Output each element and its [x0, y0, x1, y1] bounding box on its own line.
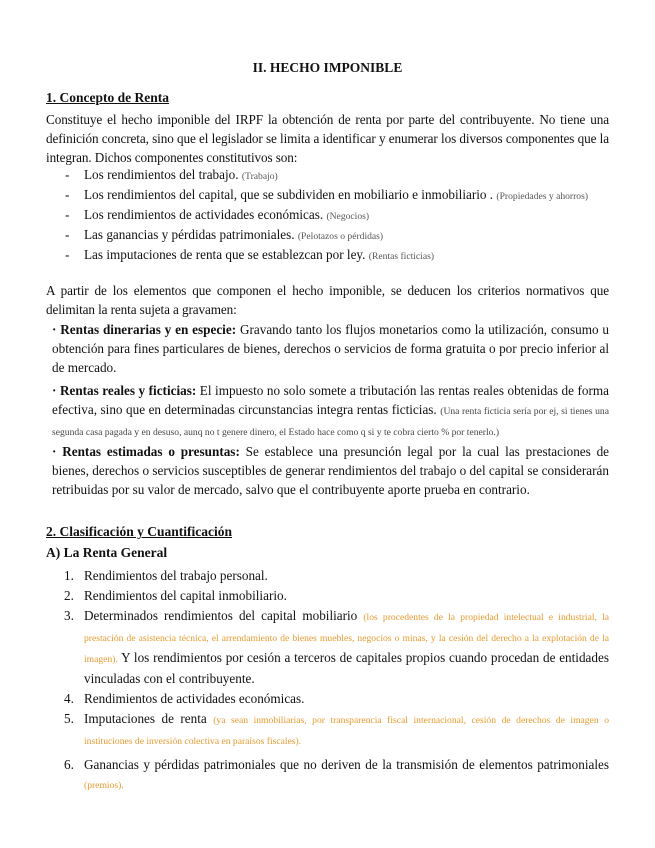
list-item: 4. Rendimientos de actividades económicas.: [64, 691, 305, 706]
criteria-intro: A partir de los elementos que componen el hecho imponible, se deducen los criterios normativos que delimitan la renta sujeta a gravamen:: [46, 283, 609, 317]
page-title: II. HECHO IMPONIBLE: [252, 60, 403, 75]
list-item: - Las imputaciones de renta que se establezcan por ley. (Rentas ficticias): [46, 245, 588, 265]
components-list: [46, 165, 588, 265]
list-item: 3. Determinados rendimientos del capital mobiliario (los procedentes de la propiedad intelectual e industrial, la prestación de asistencia técnica, el arrendamiento de bienes muebles, negocios o minas, y la cesión del derecho a la explotación de la imagen). Y los rendimientos por cesión a terceros de capitales propios cuando procedan de entidades vinculadas con el contribuyente.: [64, 608, 609, 686]
list-item: - Los rendimientos de actividades económicas. (Negocios): [46, 205, 588, 225]
list-item: - Las ganancias y pérdidas patrimoniales. (Pelotazos o pérdidas): [46, 225, 588, 245]
criterion-dinerarias: · Rentas dinerarias y en especie: Gravando tanto los flujos monetarios como la utilización, consumo u obtención para fines particulares de bienes, derechos o servicios de forma gratuita o por precio inferior al de mercado.: [52, 322, 610, 375]
renta-general-list: [46, 566, 609, 796]
criterion-reales: · Rentas reales y ficticias: El impuesto no solo somete a tributación las rentas reales obtenidas de forma efectiva, sino que en determinadas circunstancias integra rentas ficticias. (Una renta ficticia sería por ej, si tienes una segunda casa pagada y en desuso, aunq no t genere dinero, el Estado hace como q si y te cobra cierto % por tenerlo.): [52, 383, 610, 438]
subheading-renta-general: A) La Renta General: [46, 545, 168, 560]
section-heading-concepto: 1. Concepto de Renta: [46, 90, 169, 105]
list-item: - Los rendimientos del capital, que se subdividen en mobiliario e inmobiliario . (Propiedades y ahorros): [46, 185, 588, 205]
section-heading-clasificacion: 2. Clasificación y Cuantificación: [46, 524, 232, 539]
list-item: - Los rendimientos del trabajo. (Trabajo): [46, 165, 588, 185]
list-item: 1. Rendimientos del trabajo personal.: [64, 568, 268, 583]
list-item: 5. Imputaciones de renta (ya sean inmobiliarias, por transparencia fiscal internacional, cesión de derechos de imagen o instituciones de inversión colectiva en paraísos fiscales).: [64, 711, 610, 747]
intro-paragraph: Constituye el hecho imponible del IRPF la obtención de renta por parte del contribuyente. No tiene una definición concreta, sino que el legislador se limita a identificar y enumerar los diversos componentes que la integran. Dichos componentes constitutivos son:: [46, 112, 609, 165]
criterion-presuntas: · Rentas estimadas o presuntas: Se establece una presunción legal por la cual las prestaciones de bienes, derechos o servicios susceptibles de generar rendimientos del trabajo o del capital se considerarán retribuidas por su valor de mercado, salvo que el contribuyente aporte prueba en contrario.: [52, 444, 610, 497]
list-item: 6. Ganancias y pérdidas patrimoniales que no deriven de la transmisión de elementos patrimoniales (premios).: [64, 757, 609, 791]
list-item: 2. Rendimientos del capital inmobiliario.: [64, 588, 287, 603]
